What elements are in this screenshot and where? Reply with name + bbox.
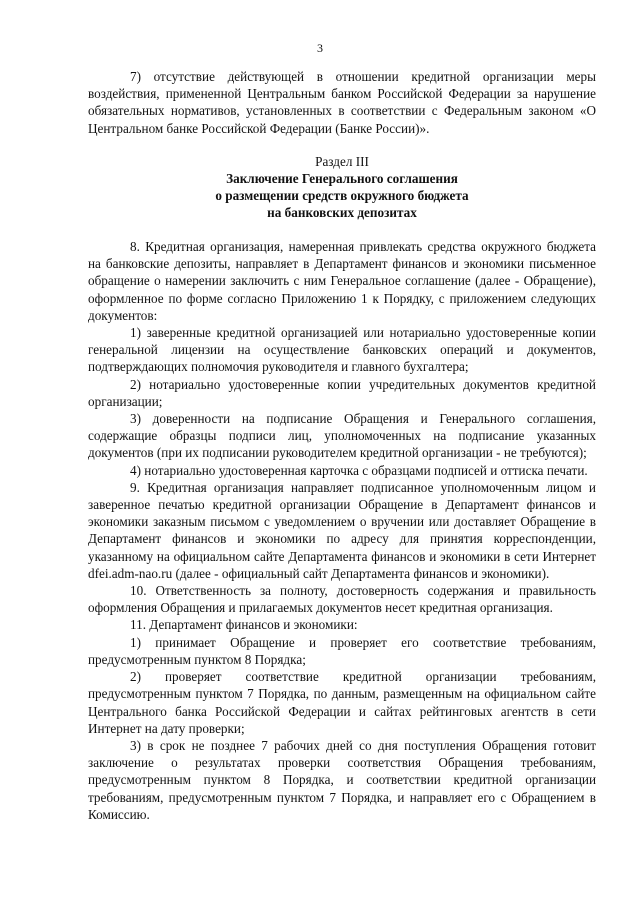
paragraph-8-item-2: 2) нотариально удостоверенные копии учредительных документов кредитной организации; (88, 376, 596, 409)
paragraph-11-item-1: 1) принимает Обращение и проверяет его соответствие требованиям, предусмотренным пунктом 8 Порядка; (88, 634, 596, 667)
item-7-paragraph: 7) отсутствие действующей в отношении кредитной организации меры воздействия, примененной Центральным банком Российской Федерации за нарушение обязательных нормативов, установленных в соответствии с Федеральным законом «О Центральном банке Российской Федерации (Банке России)». (88, 69, 596, 136)
section-title-line-1: Заключение Генерального соглашения (226, 171, 458, 187)
section-title-line-3: на банковских депозитах (267, 205, 417, 221)
paragraph-8: 8. Кредитная организация, намеренная привлекать средства окружного бюджета на банковские депозиты, направляет в Департамент финансов и экономики письменное обращение о намерении заключить с ним Генеральное соглашение (далее - Обращение), оформленное по форме согласно Приложению 1 к Порядку, с приложением следующих документов: (88, 239, 596, 323)
paragraph-8-item-3: 3) доверенности на подписание Обращения и Генерального соглашения, содержащие образцы подписи лиц, уполномоченных на подписание указанных документов (при их подписании руководителем кредитной организации - не требуются); (88, 411, 596, 461)
paragraph-10: 10. Ответственность за полноту, достоверность содержания и правильность оформления Обращения и прилагаемых документов несет кредитная организация. (88, 583, 596, 616)
document-body (88, 68, 596, 823)
paragraph-8-item-4: 4) нотариально удостоверенная карточка с образцами подписей и оттиска печати. (130, 462, 588, 478)
paragraph-9: 9. Кредитная организация направляет подписанное уполномоченным лицом и заверенное печатью кредитной организации Обращение в Департамент финансов и экономики заказным письмом с уведомлением о вручении или доставляет Обращение в Департамент финансов и экономики по адресу для принятия корреспонденции, указанному на официальном сайте Департамента финансов и экономики в сети Интернет dfei.adm-nao.ru (далее - официальный сайт Департамента финансов и экономики). (88, 479, 596, 581)
section-label: Раздел III (315, 153, 369, 169)
page-number: 3 (317, 41, 323, 55)
paragraph-11-item-2: 2) проверяет соответствие кредитной организации требованиям, предусмотренным пунктом 7 Порядка, по данным, размещенным на официальном сайте Центрального банка Российской Федерации и сайтах рейтинговых агентств в сети Интернет на дату проверки; (88, 669, 596, 736)
paragraph-11-item-3: 3) в срок не позднее 7 рабочих дней со дня поступления Обращения готовит заключение о результатах проверки соответствия Обращения требованиям, предусмотренным пунктом 8 Порядка, и соответствии кредитной организации требованиям, предусмотренным пунктом 7 Порядка, и направляет его с Обращением в Комиссию. (88, 737, 596, 822)
paragraph-11: 11. Департамент финансов и экономики: (130, 617, 358, 633)
section-title-line-2: о размещении средств окружного бюджета (215, 188, 469, 204)
paragraph-8-item-1: 1) заверенные кредитной организацией или нотариально удостоверенные копии генеральной лицензии на осуществление банковских операций и документов, подтверждающих полномочия руководителя и главного бухгалтера; (88, 325, 596, 375)
